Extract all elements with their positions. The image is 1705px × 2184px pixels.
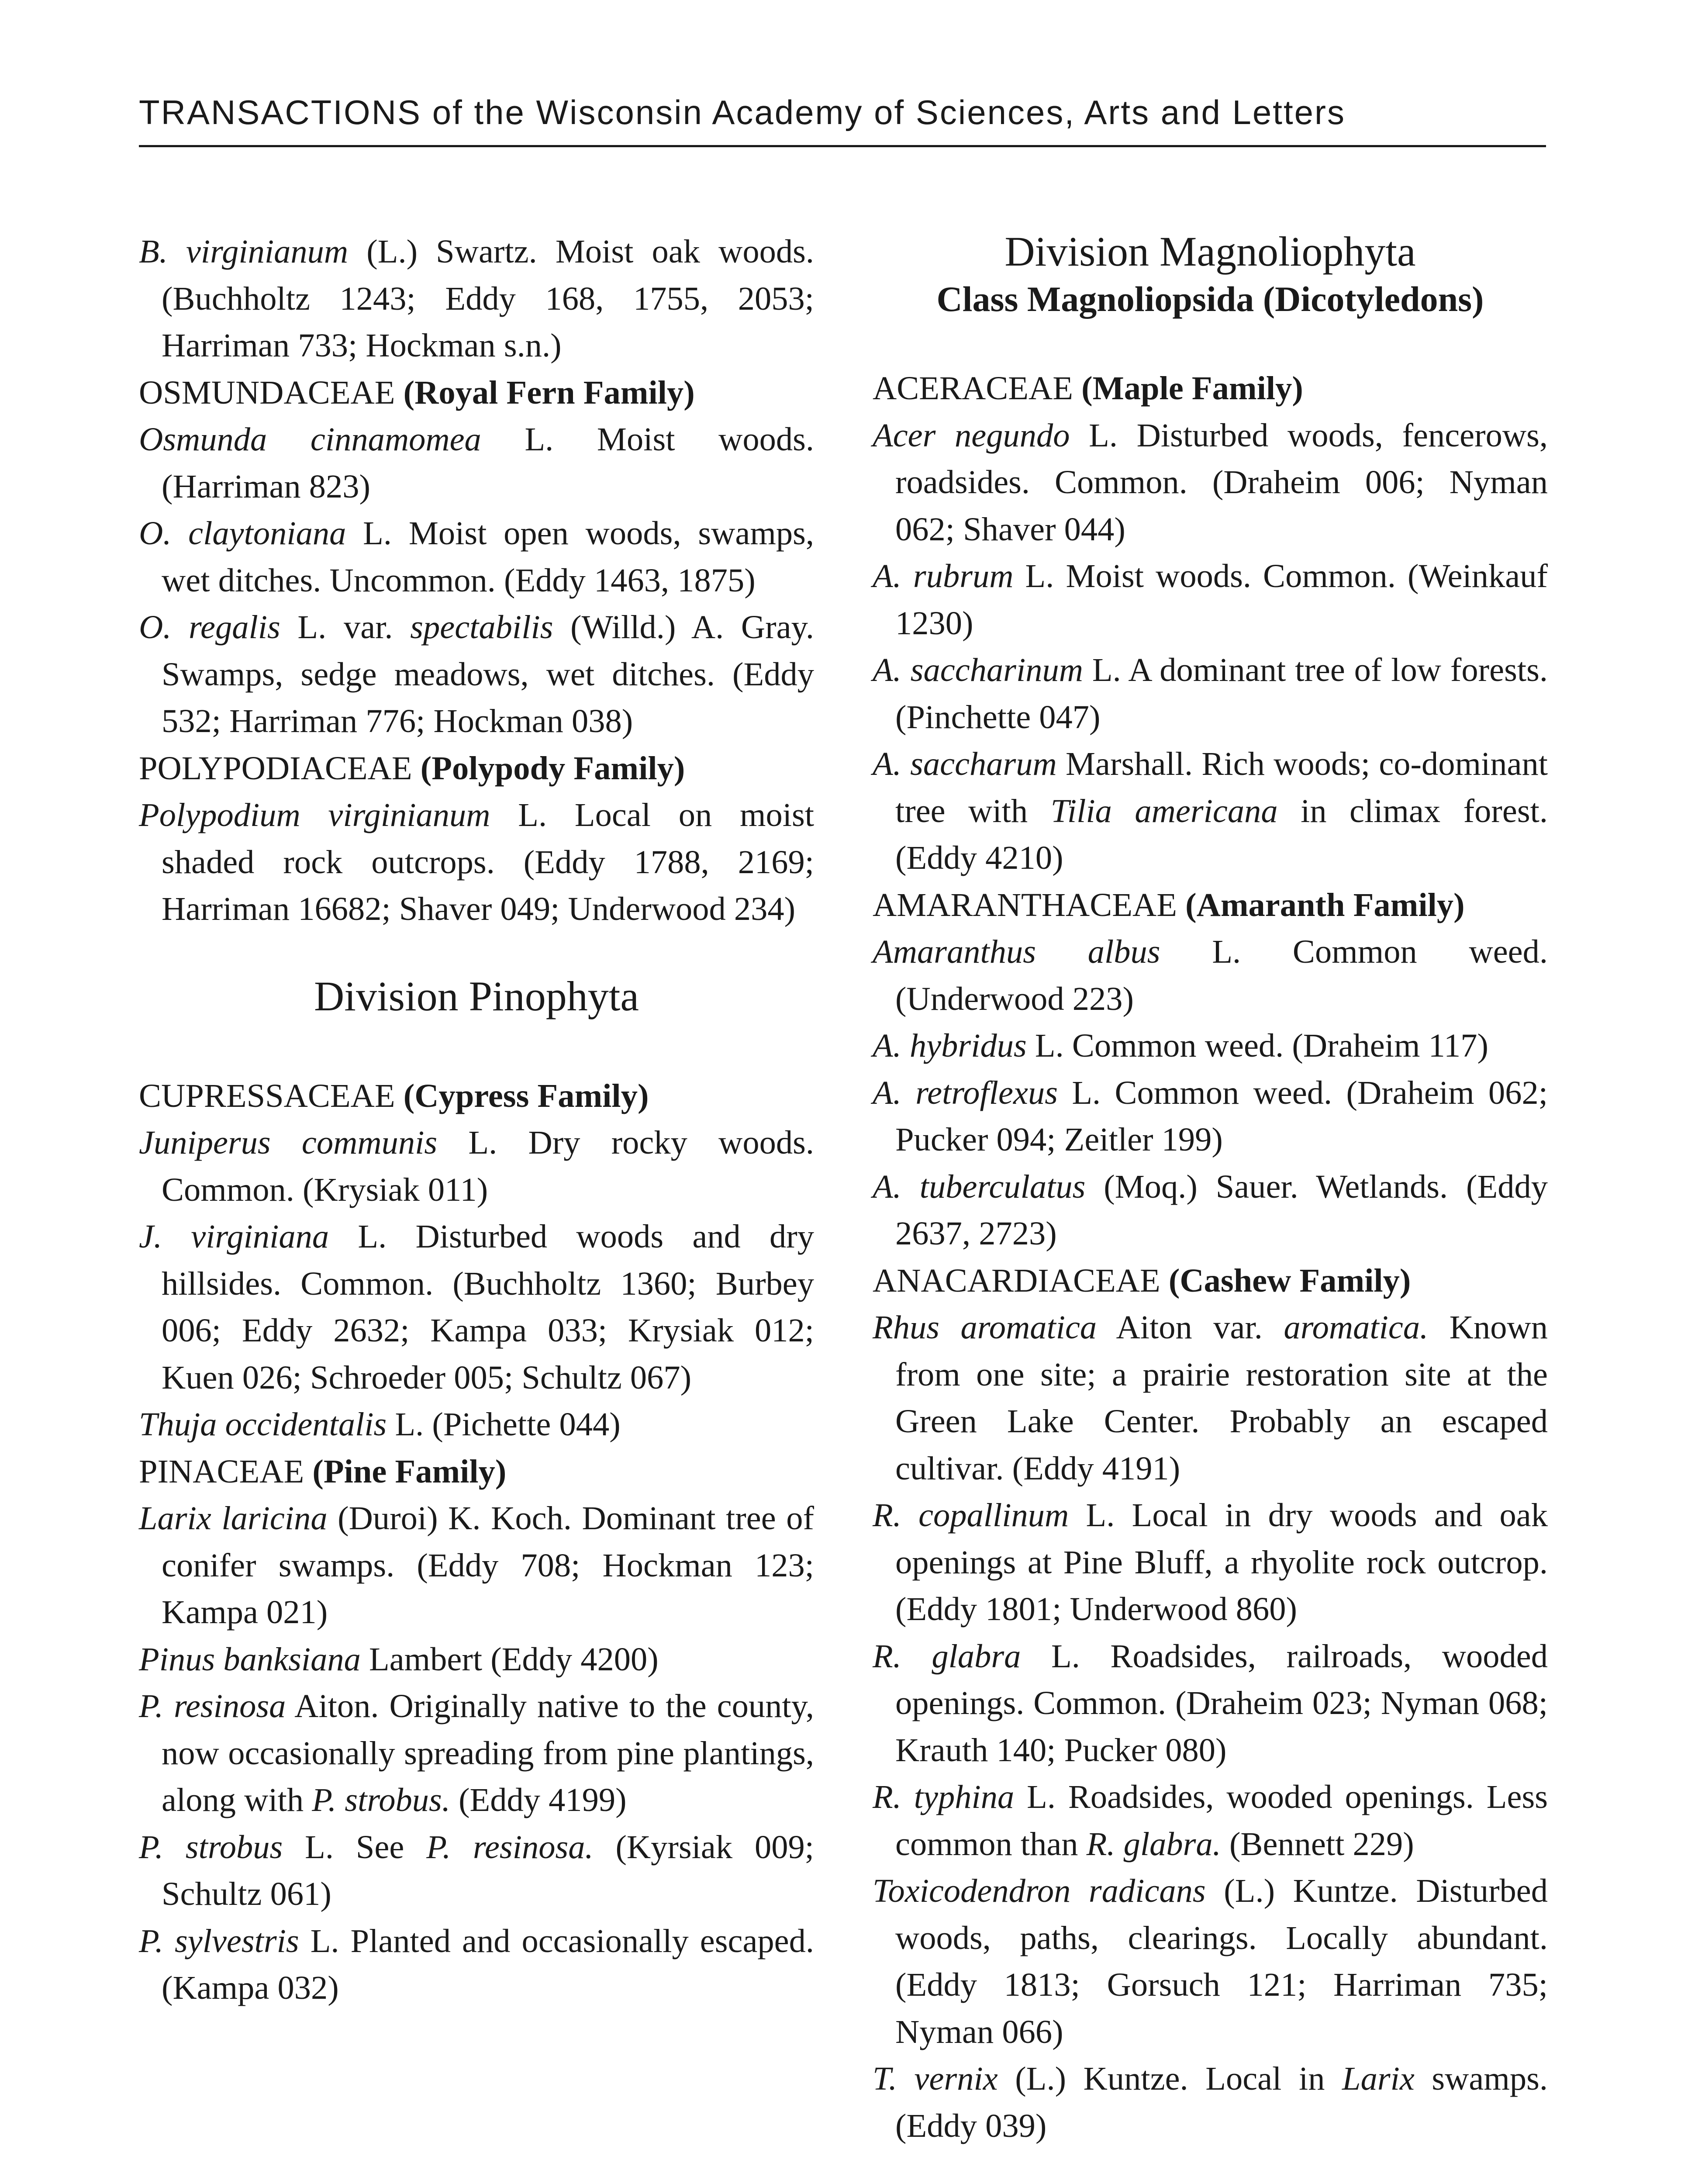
species-description: Marshall. Rich woods; co-dominant tree with bbox=[895, 745, 1548, 829]
species-name: Thuja occidentalis bbox=[139, 1406, 387, 1443]
family-common-name: (Pine Family) bbox=[312, 1452, 507, 1490]
left-column bbox=[139, 228, 814, 2011]
species-entry bbox=[873, 1492, 1548, 1633]
species-entry bbox=[873, 1867, 1548, 2055]
species-entry bbox=[873, 1069, 1548, 1163]
variety-name: spectabilis bbox=[410, 608, 553, 646]
species-entry bbox=[139, 1213, 814, 1401]
species-entry bbox=[873, 553, 1548, 646]
species-citation: (Kyrsiak 009; Schultz 061) bbox=[162, 1828, 814, 1912]
species-entry bbox=[139, 510, 814, 604]
species-name: R. copallinum bbox=[873, 1496, 1069, 1534]
species-name: Toxicodendron radicans bbox=[873, 1872, 1206, 1909]
species-entry bbox=[139, 1401, 814, 1448]
species-entry bbox=[873, 740, 1548, 881]
species-citation: in climax forest. (Eddy 4210) bbox=[895, 792, 1548, 876]
species-name: R. glabra bbox=[873, 1637, 1021, 1675]
species-description: L. Planted and occasionally escaped. (Kampa 032) bbox=[162, 1922, 814, 2006]
species-description: L. Common weed. (Draheim 062; Pucker 094; Zeitler 199) bbox=[895, 1074, 1548, 1158]
species-description: L. Disturbed woods, fencerows, roadsides. Common. (Draheim 006; Nyman 062; Shaver 044) bbox=[895, 416, 1548, 548]
family-common-name: (Maple Family) bbox=[1081, 370, 1303, 407]
cross-reference-name: Larix bbox=[1342, 2060, 1415, 2097]
family-heading bbox=[139, 1072, 814, 1120]
species-entry bbox=[873, 1022, 1548, 1069]
species-description: L. Dry rocky woods. Common. (Krysiak 011) bbox=[162, 1124, 814, 1208]
species-rank: L. var. bbox=[280, 608, 411, 646]
cross-reference-name: P. resinosa. bbox=[426, 1828, 594, 1866]
species-description: L. Roadsides, wooded openings. Less common than bbox=[895, 1778, 1548, 1863]
family-heading bbox=[139, 745, 814, 792]
species-name: Amaranthus albus bbox=[873, 933, 1160, 970]
class-heading: Class Magnoliopsida (Dicotyledons) bbox=[936, 279, 1484, 319]
variety-name: aromatica. bbox=[1284, 1309, 1429, 1346]
running-head: TRANSACTIONS of the Wisconsin Academy of Sciences, Arts and Letters bbox=[139, 93, 1346, 131]
species-entry bbox=[139, 416, 814, 510]
family-heading bbox=[873, 881, 1548, 929]
family-heading bbox=[873, 365, 1548, 412]
family-common-name: (Amaranth Family) bbox=[1185, 886, 1465, 923]
species-name: Osmunda cinnamomea bbox=[139, 421, 481, 458]
species-description: L. Moist open woods, swamps, wet ditches. Uncommon. (Eddy 1463, 1875) bbox=[162, 515, 815, 599]
header-rule bbox=[139, 145, 1546, 147]
species-entry bbox=[139, 1119, 814, 1213]
species-description: (Willd.) A. Gray. Swamps, sedge meadows, wet ditches. (Eddy 532; Harriman 776; Hockman 038) bbox=[162, 608, 814, 740]
family-name: ACERACEAE bbox=[873, 370, 1073, 407]
family-heading bbox=[873, 1257, 1548, 1304]
species-entry bbox=[139, 1918, 814, 2011]
family-common-name: (Cashew Family) bbox=[1168, 1261, 1411, 1299]
species-name: O. claytoniana bbox=[139, 515, 346, 552]
family-common-name: (Polypody Family) bbox=[420, 749, 685, 787]
species-description: (L.) Kuntze. Disturbed woods, paths, clearings. Locally abundant. (Eddy 1813; Gorsuch 121; Harriman 735; Nyman 066) bbox=[895, 1872, 1548, 2050]
species-description: Known from one site; a prairie restoration site at the Green Lake Center. Probably an escaped cultivar. (Eddy 4191) bbox=[895, 1309, 1548, 1487]
species-entry bbox=[139, 1683, 814, 1824]
species-description: L. Common weed. (Underwood 223) bbox=[895, 933, 1548, 1017]
species-name: A. retroflexus bbox=[873, 1074, 1058, 1111]
family-name: POLYPODIACEAE bbox=[139, 749, 412, 787]
species-citation: (Eddy 4199) bbox=[450, 1781, 627, 1818]
family-name: AMARANTHACEAE bbox=[873, 886, 1177, 923]
species-entry bbox=[873, 1633, 1548, 1774]
species-name: Larix laricina bbox=[139, 1500, 328, 1537]
species-name: A. tuberculatus bbox=[873, 1168, 1086, 1205]
species-description: L. Moist woods. (Harriman 823) bbox=[162, 421, 815, 505]
species-entry bbox=[139, 1824, 814, 1918]
family-name: OSMUNDACEAE bbox=[139, 373, 395, 411]
species-name: A. hybridus bbox=[873, 1027, 1027, 1064]
species-entry bbox=[873, 646, 1548, 740]
species-description: L. Common weed. (Draheim 117) bbox=[1026, 1027, 1489, 1064]
species-entry bbox=[873, 2055, 1548, 2149]
family-heading bbox=[139, 1448, 814, 1495]
species-entry bbox=[139, 228, 814, 369]
species-description: L. A dominant tree of low forests. (Pinchette 047) bbox=[895, 651, 1548, 736]
species-entry bbox=[139, 604, 814, 745]
species-rank: Aiton var. bbox=[1097, 1309, 1284, 1346]
right-column bbox=[873, 228, 1548, 2149]
species-name: Juniperus communis bbox=[139, 1124, 438, 1161]
family-name: CUPRESSACEAE bbox=[139, 1077, 395, 1114]
family-common-name: (Cypress Family) bbox=[403, 1077, 649, 1114]
cross-reference-name: P. strobus. bbox=[312, 1781, 450, 1818]
species-name: P. sylvestris bbox=[139, 1922, 299, 1959]
species-name: Acer negundo bbox=[873, 416, 1070, 454]
family-name: PINACEAE bbox=[139, 1452, 304, 1490]
species-entry bbox=[873, 1163, 1548, 1257]
species-description: L. See bbox=[283, 1828, 427, 1866]
species-entry bbox=[873, 412, 1548, 553]
species-description: (Moq.) Sauer. Wetlands. (Eddy 2637, 2723) bbox=[895, 1168, 1548, 1252]
family-name: ANACARDIACEAE bbox=[873, 1261, 1160, 1299]
species-entry bbox=[873, 1304, 1548, 1492]
species-name: Pinus banksiana bbox=[139, 1640, 361, 1678]
species-entry bbox=[873, 1773, 1548, 1867]
family-heading bbox=[139, 369, 814, 416]
species-description: Aiton. Originally native to the county, now occasionally spreading from pine plantings, along with bbox=[162, 1687, 814, 1818]
species-name: Rhus aromatica bbox=[873, 1309, 1097, 1346]
species-citation: swamps. (Eddy 039) bbox=[895, 2060, 1548, 2144]
species-description: L. Disturbed woods and dry hillsides. Common. (Buchholtz 1360; Burbey 006; Eddy 2632; Kampa 033; Krysiak 012; Kuen 026; Schroeder 005; Schultz 067) bbox=[162, 1218, 814, 1396]
species-description: L. Local on moist shaded rock outcrops. (Eddy 1788, 2169; Harriman 16682; Shaver 049; Underwood 234) bbox=[162, 796, 814, 927]
species-description: (Duroi) K. Koch. Dominant tree of conifer swamps. (Eddy 708; Hockman 123; Kampa 021) bbox=[162, 1500, 814, 1631]
family-common-name: (Royal Fern Family) bbox=[403, 373, 695, 411]
species-name: R. typhina bbox=[873, 1778, 1015, 1815]
species-name: A. saccharinum bbox=[873, 651, 1083, 688]
division-heading: Division Magnoliophyta bbox=[1004, 228, 1416, 275]
species-name: A. rubrum bbox=[873, 557, 1014, 594]
species-name: P. strobus bbox=[139, 1828, 283, 1866]
species-description: L. Moist woods. Common. (Weinkauf 1230) bbox=[895, 557, 1548, 642]
species-entry bbox=[139, 1636, 814, 1683]
species-entry bbox=[139, 791, 814, 933]
species-name: P. resinosa bbox=[139, 1687, 286, 1724]
species-description: (L.) Swartz. Moist oak woods. (Buchholtz 1243; Eddy 168, 1755, 2053; Harriman 733; Hockman s.n.) bbox=[162, 233, 814, 364]
species-entry bbox=[873, 928, 1548, 1022]
species-name: J. virginiana bbox=[139, 1218, 329, 1255]
species-description: L. Local in dry woods and oak openings at Pine Bluff, a rhyolite rock outcrop. (Eddy 1801; Underwood 860) bbox=[895, 1496, 1548, 1628]
species-citation: (Bennett 229) bbox=[1221, 1825, 1414, 1863]
species-description: L. (Pichette 044) bbox=[387, 1406, 621, 1443]
species-name: Polypodium virginianum bbox=[139, 796, 490, 833]
division-heading: Division Pinophyta bbox=[314, 972, 639, 1019]
species-name: A. saccharum bbox=[873, 745, 1057, 782]
species-name: O. regalis bbox=[139, 608, 280, 646]
species-name: T. vernix bbox=[873, 2060, 998, 2097]
species-description: L. Roadsides, railroads, wooded openings. Common. (Draheim 023; Nyman 068; Krauth 140; Pucker 080) bbox=[895, 1637, 1548, 1769]
species-description: Lambert (Eddy 4200) bbox=[360, 1640, 659, 1678]
cross-reference-name: R. glabra. bbox=[1086, 1825, 1221, 1863]
species-entry bbox=[139, 1495, 814, 1636]
species-name: B. virginianum bbox=[139, 233, 349, 270]
species-description: (L.) Kuntze. Local in bbox=[997, 2060, 1343, 2097]
cross-reference-name: Tilia americana bbox=[1050, 792, 1278, 829]
